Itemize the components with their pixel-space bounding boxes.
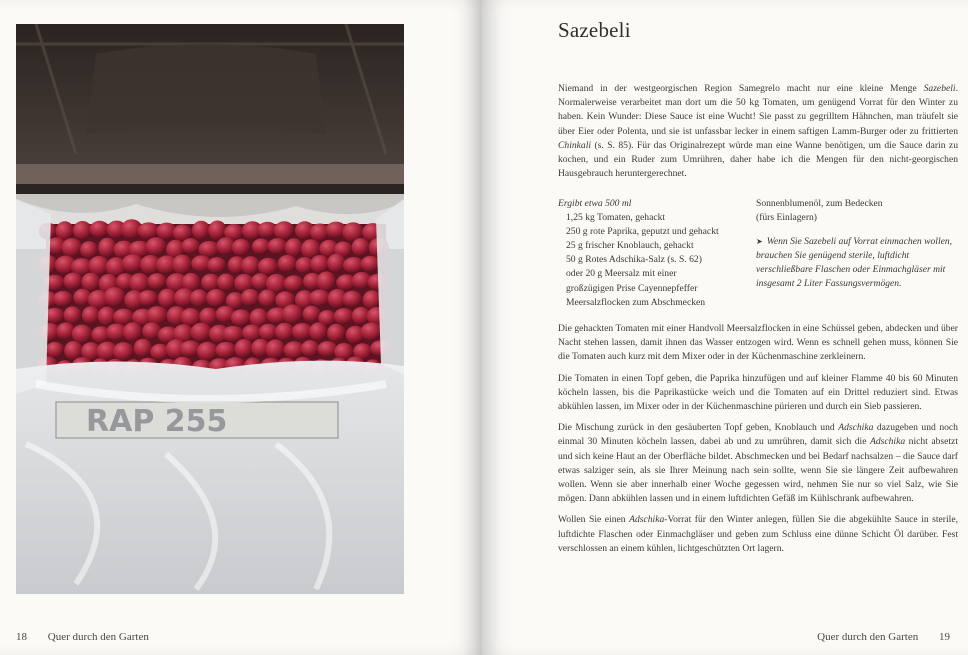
tomato [241, 289, 260, 306]
ingredients-column-left [558, 197, 748, 310]
page-number-left: 18 [16, 631, 27, 643]
method-step: Wollen Sie einen Adschika-Vorrat für den Winter anlegen, füllen Sie die abgekühlte Sauce in sterile, luftdichte Flaschen oder Einmachgläser und geben zum Schluss eine dünne Schicht Öl darüber. Fest verschlossen an einem kühlen, lichtgeschützten Ort lagern. [558, 514, 958, 554]
tomato [73, 221, 92, 240]
ingredient: 1,25 kg Tomaten, gehackt [566, 212, 666, 224]
page-number-right: 19 [939, 631, 950, 643]
ingredient: (fürs Einlagern) [756, 212, 818, 224]
ingredient: großzügigen Prise Cayennepfeffer [566, 282, 698, 294]
storage-note [756, 235, 956, 291]
tomato [90, 221, 110, 238]
tomato [217, 274, 235, 292]
tomato [72, 325, 92, 344]
tomato [241, 256, 260, 275]
method-step: Die Mischung zurück in den gesäuberten Topf geben, Knoblauch und Adschika dazugeben und noch einmal 30 Minuten köcheln lassen, dabei ab und zu umrühren, damit sich die Adschika nicht absetzt und sich keine Haut an der Oberfläche bildet. Abschmecken und bei Bedarf nachsalzen – die Sauce darf etwas salziger sein, als sie Ihrer Meinung nach sein sollte, wenn Sie sie längere Zeit aufbewahren wollen. Wenn sie aber innerhalb einer Woche gegessen wird, nehmen Sie nur so viel Salz, wie Sie mögen. Dann abkühlen lassen und in einem luftdichten Gefäß im Kühlschrank aufbewahren. [558, 422, 958, 505]
ingredient: Sonnenblumenöl, zum Bedecken [756, 198, 883, 209]
left-folio [16, 631, 149, 643]
right-page [482, 0, 968, 655]
ingredient: oder 20 g Meersalz mit einer [566, 268, 677, 280]
tomato [309, 322, 327, 340]
tomato [266, 339, 286, 359]
ingredient: Meersalzflocken zum Abschmecken [566, 296, 706, 308]
tomato [285, 238, 303, 257]
tomato [197, 342, 218, 361]
tomato [80, 241, 98, 258]
method-step: Die Tomaten in einen Topf geben, die Paprika hinzufügen und auf kleiner Flamme 40 bis 60 Minuten köcheln lassen, bis die Paprikastücke weich und die Tomaten auf ein Drittel reduziert sind. Etwas abkühlen lassen, im Mixer oder in der Küchenmaschine pürieren und durch ein Sieb passieren. [558, 372, 958, 413]
tomato [258, 258, 278, 276]
tomato [138, 290, 158, 306]
tomato [282, 304, 303, 323]
tomato [62, 238, 83, 257]
tomato [207, 257, 226, 273]
tomato [274, 221, 295, 240]
recipe-title: Sazebeli [558, 18, 631, 42]
tomato [327, 254, 345, 273]
tomato [98, 307, 116, 326]
tomato [284, 275, 304, 291]
tomato [242, 325, 262, 342]
tomato [310, 255, 330, 273]
tomato [334, 308, 354, 324]
tomato [98, 238, 116, 258]
tomato [275, 323, 294, 341]
tomato [258, 290, 276, 308]
tomato [113, 342, 134, 361]
tomato [146, 237, 167, 256]
tomato [208, 221, 226, 241]
tomato [235, 339, 254, 358]
tomato [317, 271, 336, 291]
arrow-icon: ➤ [756, 237, 763, 247]
recipe-yield: Ergibt etwa 500 ml [558, 198, 632, 209]
tomato [216, 342, 237, 358]
method-steps [558, 322, 958, 563]
tomato [129, 273, 149, 293]
tomato [190, 289, 208, 306]
tomato [352, 238, 370, 256]
tomato [53, 291, 73, 307]
right-folio [817, 631, 950, 643]
running-title-left: Quer durch den Garten [47, 631, 149, 643]
tomato [138, 222, 160, 239]
tomato [303, 306, 321, 323]
tomato [182, 238, 200, 254]
tomato [64, 306, 82, 324]
method-step: Die gehackten Tomaten mit einer Handvoll Meersalzflocken in eine Schüssel geben, abdecken und über Nacht stehen lassen, damit ihnen das Wasser entzogen wird. Wenn es schnell gehen muss, können Sie die Tomaten auch kurz mit dem Mixer oder in der Küchenmaschine zerkleinern. [558, 323, 958, 363]
left-page [0, 0, 482, 655]
tomato [198, 241, 219, 258]
ingredient: 25 g frischer Knoblauch, gehackt [566, 240, 694, 252]
tomato [268, 238, 288, 254]
crate-of-tomatoes-photo [16, 24, 404, 594]
tomato [343, 291, 363, 308]
intro-paragraph: Niemand in der westgeorgischen Region Samegrelo macht nur eine kleine Menge Sazebeli. Normalerweise verarbeitet man dort um die 50 kg Tomaten, um genügend Vorrat für den Winter zu haben. Kein Wunder: Diese Sauce ist eine Wucht! Sie passt zu gegrilltem Hähnchen, man träufelt sie über Eier oder Polenta, und sie ist unfassbar lecker in einem saftigen Lamm-Burger oder zu frittierten Chinkali (s. S. 85). Für das Originalrezept würde man eine Wanne benötigen, um die Sauce darin zu kochen, und ein Ruder zum Umrühren, daher habe ich die Mengen für den nicht-georgischen Hausgebrauch heruntergerechnet. [558, 83, 958, 180]
tomato [192, 221, 211, 240]
tomato [63, 273, 82, 290]
tomato [172, 255, 192, 275]
tomato [46, 342, 64, 358]
tomato [232, 239, 251, 256]
tomato [327, 324, 345, 342]
ingredient: 50 g Rotes Adschika-Salz (s. S. 62) [566, 254, 702, 266]
tomato [206, 289, 226, 307]
ingredient: 250 g rote Paprika, geputzt und gehackt [566, 226, 719, 238]
tomato [309, 290, 330, 307]
storage-note-text: Wenn Sie Sazebeli auf Vorrat einmachen wollen, brauchen Sie genügend sterile, luftdicht verschließbare Flaschen oder Einmachgläser mit insgesamt 2 Liter Fassungsvermögen. [756, 236, 953, 290]
ingredients-column-right [756, 197, 956, 292]
tomato [301, 340, 319, 357]
tomato [82, 306, 100, 324]
svg-text:RAP 255: RAP 255 [86, 404, 228, 439]
running-title-right: Quer durch den Garten [817, 631, 919, 643]
tomato [231, 309, 251, 326]
tomato [278, 255, 297, 273]
tomato [148, 273, 167, 290]
tomato [123, 322, 142, 342]
tomato [64, 341, 83, 360]
tomato [81, 273, 100, 292]
tomato [146, 306, 168, 325]
tomato [361, 323, 383, 341]
tomato [104, 287, 125, 307]
tomato [134, 339, 152, 358]
tomato [191, 323, 212, 342]
